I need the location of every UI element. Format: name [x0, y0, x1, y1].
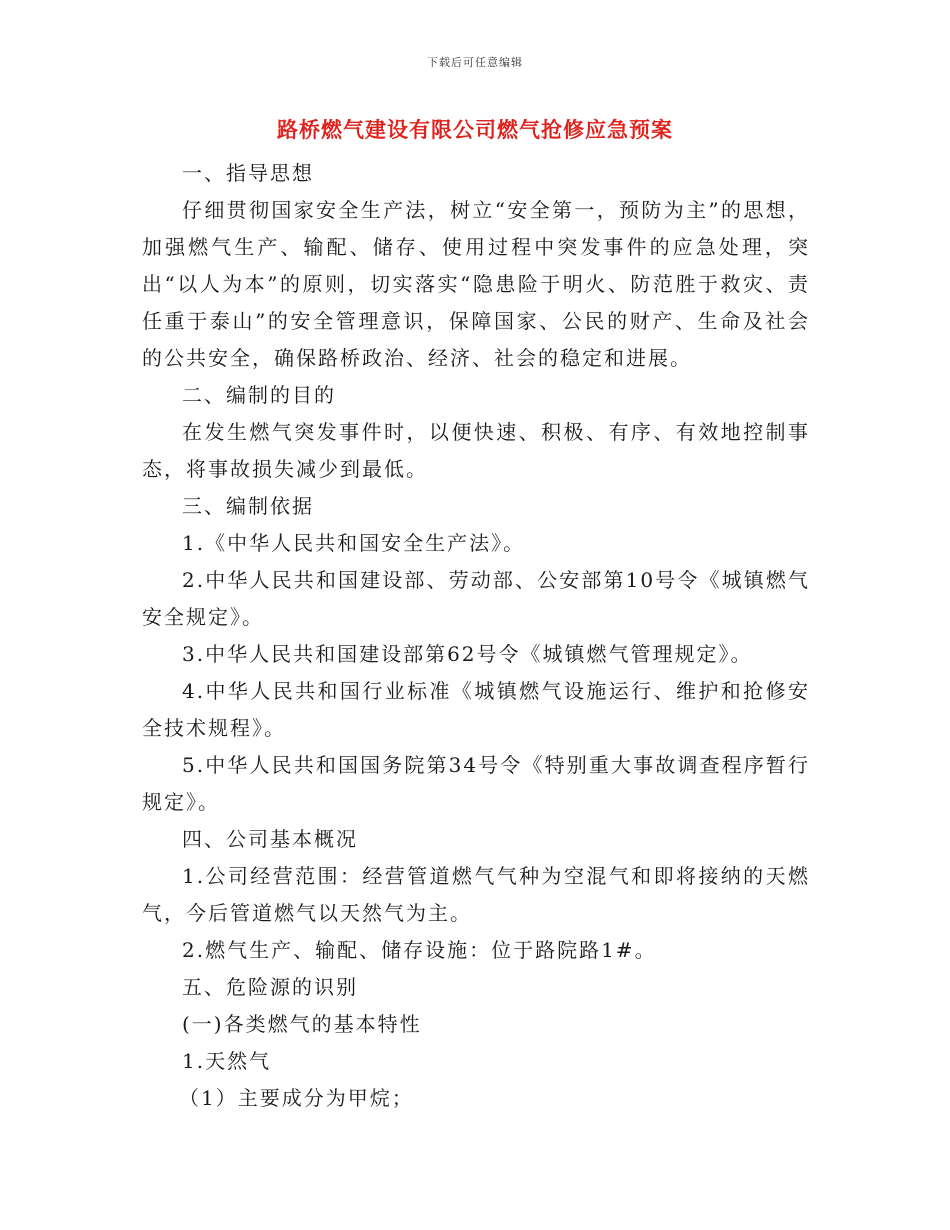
basis-item-5: 5.中华人民共和国国务院第34号令《特别重大事故调查程序暂行规定》。	[142, 753, 810, 814]
paragraph-guiding-ideology: 仔细贯彻国家安全生产法，树立“安全第一，预防为主”的思想，加强燃气生产、输配、储存、使用过程中突发事件的应急处理，突出“以人为本”的原则，切实落实“隐患险于明火、防范胜于救灾、责任重于泰山”的安全管理意识，保障国家、公民的财产、生命及社会的公共安全，确保路桥政治、经济、社会的稳定和进展。	[142, 198, 810, 370]
heading-company-overview: 四、公司基本概况	[182, 827, 358, 851]
document-title: 路桥燃气建设有限公司燃气抢修应急预案	[277, 118, 673, 142]
overview-item-2: 2.燃气生产、输配、储存设施：位于路院路1#。	[182, 938, 657, 962]
basis-item-4: 4.中华人民共和国行业标准《城镇燃气设施运行、维护和抢修安全技术规程》。	[142, 679, 810, 740]
paragraph-purpose: 在发生燃气突发事件时，以便快速、积极、有序、有效地控制事态，将事故损失减少到最低。	[142, 420, 810, 481]
subheading-gas-characteristics: (一)各类燃气的基本特性	[182, 1012, 422, 1036]
basis-item-3: 3.中华人民共和国建设部第62号令《城镇燃气管理规定》。	[182, 642, 753, 666]
header-note: 下载后可任意编辑	[427, 56, 523, 69]
heading-purpose: 二、编制的目的	[182, 383, 336, 407]
natural-gas-item-1: （1）主要成分为甲烷；	[179, 1086, 414, 1110]
heading-basis: 三、编制依据	[182, 494, 314, 518]
basis-item-2: 2.中华人民共和国建设部、劳动部、公安部第10号令《城镇燃气安全规定》。	[142, 568, 810, 629]
subheading-natural-gas: 1.天然气	[182, 1049, 272, 1073]
heading-hazard-identification: 五、危险源的识别	[182, 975, 358, 999]
overview-item-1: 1.公司经营范围：经营管道燃气气种为空混气和即将接纳的天燃气，今后管道燃气以天然气为主。	[142, 864, 810, 925]
document-body	[142, 155, 810, 1117]
basis-item-1: 1.《中华人民共和国安全生产法》。	[182, 531, 526, 555]
heading-guiding-ideology: 一、指导思想	[182, 161, 314, 185]
